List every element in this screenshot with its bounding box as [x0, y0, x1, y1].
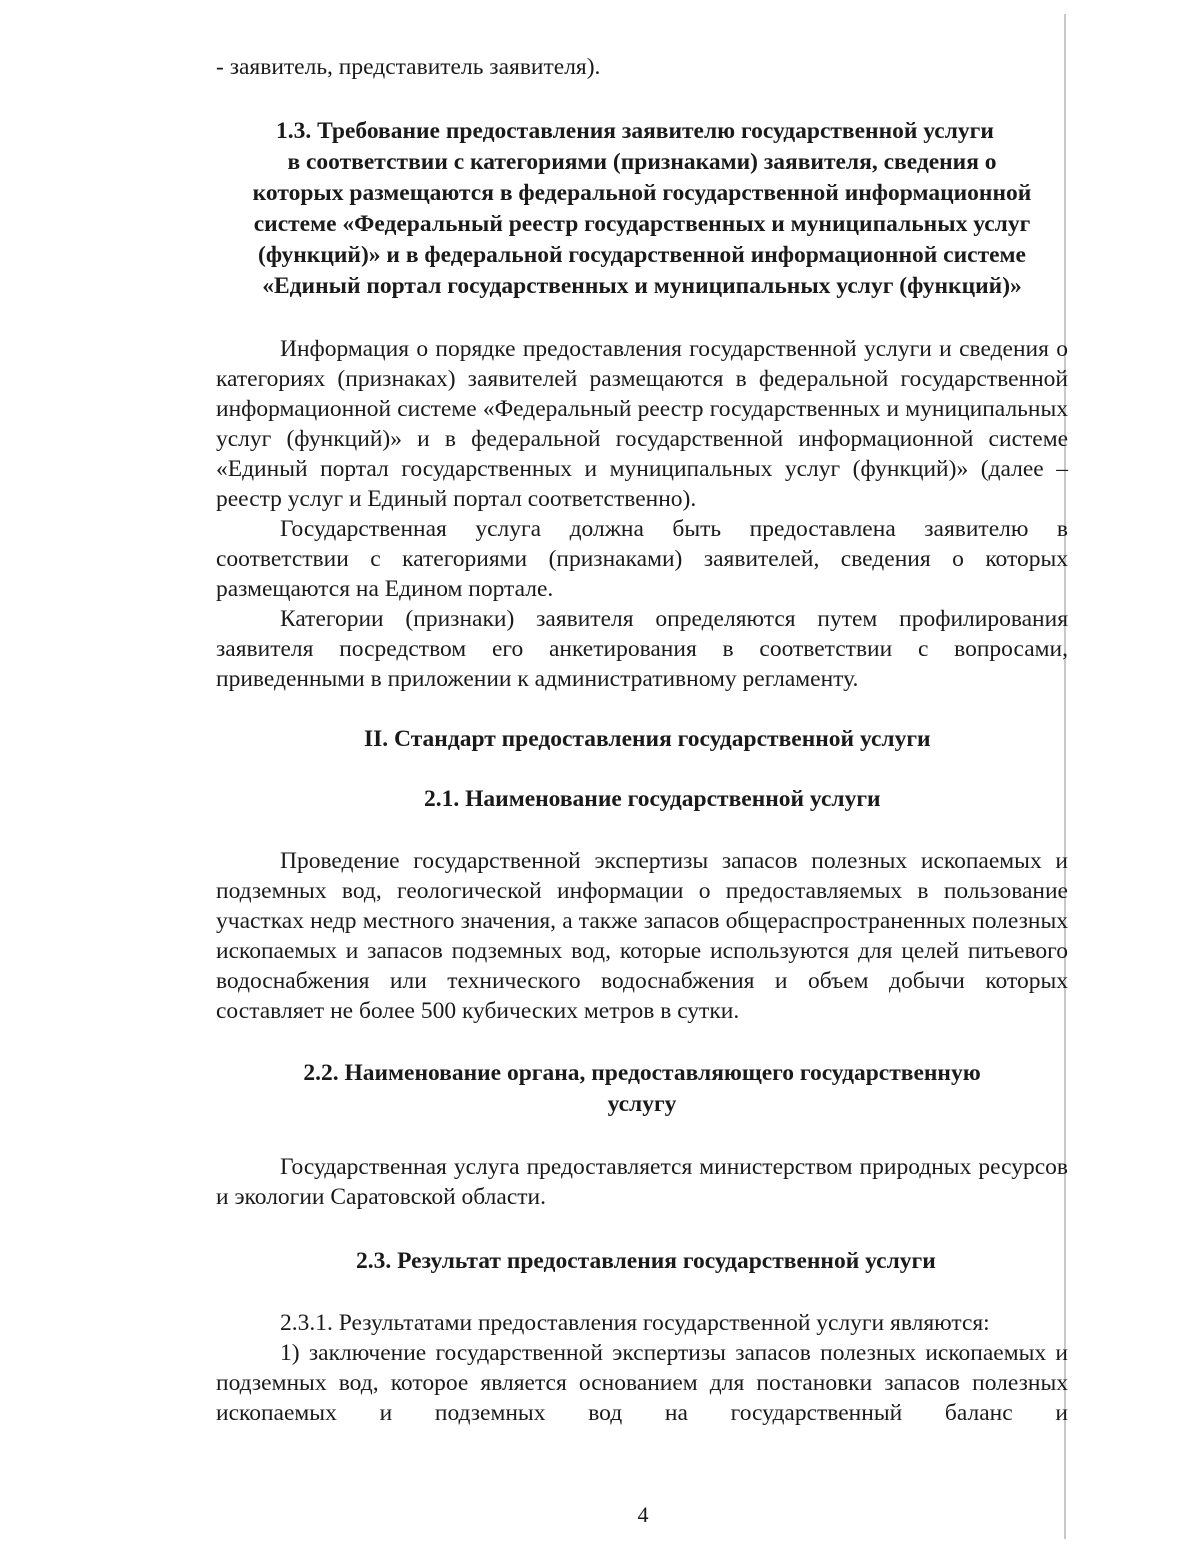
- section-2-title: II. Стандарт предоставления государственной услуги: [364, 726, 931, 752]
- page-content: [216, 52, 1068, 1428]
- heading-2-3: 2.3. Результат предоставления государственной услуги: [356, 1248, 936, 1274]
- paragraph-2-1: Проведение государственной экспертизы запасов полезных ископаемых и подземных вод, геологической информации о предоставляемых в пользование участках недр местного значения, а также запасов общераспространенных полезных ископаемых и запасов подземных вод, которые используются для целей питьевого водоснабжения или технического водоснабжения и объем добычи которых составляет не более 500 кубических метров в сутки.: [216, 848, 1068, 1024]
- heading-1-3: [216, 116, 1068, 302]
- heading-1-3-line: в соответствии с категориями (признаками) заявителя, сведения о: [287, 149, 997, 175]
- top-fragment-text: - заявитель, представитель заявителя).: [216, 54, 601, 80]
- paragraph-2-3-1: 2.3.1. Результатами предоставления государственной услуги являются:: [280, 1310, 990, 1336]
- page-number: 4: [637, 1502, 649, 1527]
- paragraph-2-3-1-item-1: 1) заключение государственной экспертизы запасов полезных ископаемых и подземных вод, которое является основанием для постановки запасов полезных ископаемых и подземных вод на государственный баланс и: [216, 1340, 1068, 1426]
- paragraph-2-2: Государственная услуга предоставляется министерством природных ресурсов и экологии Саратовской области.: [216, 1154, 1068, 1210]
- heading-1-3-line: системе «Федеральный реестр государственных и муниципальных услуг: [253, 211, 1031, 237]
- paragraph-profiling: Категории (признаки) заявителя определяются путем профилирования заявителя посредством его анкетирования в соответствии с вопросами, приведенными в приложении к административному регламенту.: [216, 606, 1068, 692]
- paragraph-service-categories: Государственная услуга должна быть предоставлена заявителю в соответствии с категориями (признаками) заявителей, сведения о которых размещаются на Едином портале.: [216, 516, 1068, 602]
- heading-1-3-line: 1.3. Требование предоставления заявителю государственной услуги: [276, 118, 994, 144]
- heading-2-2-line: 2.2. Наименование органа, предоставляющего государственную: [303, 1060, 981, 1086]
- heading-2-2: [216, 1058, 1068, 1120]
- paragraph-info: Информация о порядке предоставления государственной услуги и сведения о категориях (признаках) заявителей размещаются в федеральной государственной информационной системе «Федеральный реестр государственных и муниципальных услуг (функций)» и в федеральной государственной информационной системе «Единый портал государственных и муниципальных услуг (функций)» (далее – реестр услуг и Единый портал соответственно).: [216, 336, 1068, 512]
- heading-2-2-line: услугу: [607, 1091, 677, 1117]
- heading-1-3-line: «Единый портал государственных и муниципальных услуг (функций)»: [262, 273, 1022, 299]
- heading-1-3-line: которых размещаются в федеральной государственной информационной: [252, 180, 1032, 206]
- heading-1-3-line: (функций)» и в федеральной государственной информационной системе: [258, 242, 1026, 268]
- heading-2-1: 2.1. Наименование государственной услуги: [424, 786, 881, 812]
